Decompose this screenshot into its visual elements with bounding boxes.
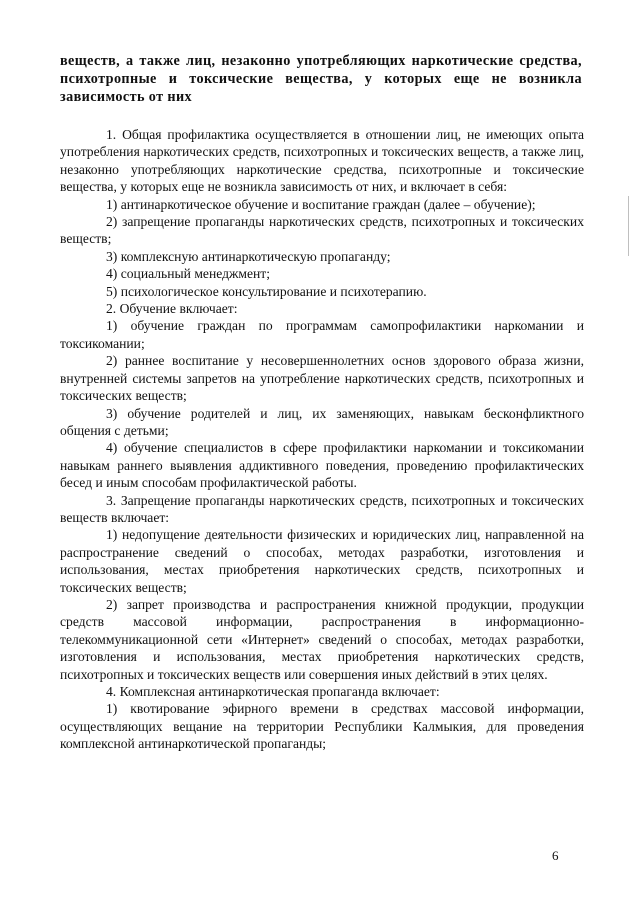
paragraph-3: 3. Запрещение пропаганды наркотических средств, психотропных и токсических веществ включает: <box>60 492 584 525</box>
section-heading: веществ, а также лиц, незаконно употребляющих наркотические средства, психотропные и токсические вещества, у которых еще не возникла зависимость от них <box>60 53 582 105</box>
page-number: 6 <box>552 848 559 863</box>
paragraph-1-item-4: 4) социальный менеджмент; <box>106 266 271 282</box>
paragraph-2-item-2: 2) раннее воспитание у несовершеннолетних основ здорового образа жизни, внутренней системы запретов на употребление наркотических средств, психотропных и токсических веществ; <box>60 353 584 404</box>
document-body <box>60 126 584 753</box>
paragraph-1-item-2: 2) запрещение пропаганды наркотических средств, психотропных и токсических веществ; <box>60 214 584 247</box>
scan-edge-mark <box>628 196 629 256</box>
paragraph-1-item-1: 1) антинаркотическое обучение и воспитание граждан (далее – обучение); <box>106 196 536 212</box>
paragraph-2: 2. Обучение включает: <box>106 301 238 317</box>
paragraph-2-item-4: 4) обучение специалистов в сфере профилактики наркомании и токсикомании навыкам раннего выявления аддиктивного поведения, проведению профилактических бесед и иным способам профилактической работы. <box>60 440 584 491</box>
paragraph-2-item-3: 3) обучение родителей и лиц, их заменяющих, навыкам бесконфликтного общения с детьми; <box>60 405 584 438</box>
paragraph-4-item-1: 1) квотирование эфирного времени в средствах массовой информации, осуществляющих вещание на территории Республики Калмыкия, для проведения комплексной антинаркотической пропаганды; <box>60 701 584 752</box>
paragraph-2-item-1: 1) обучение граждан по программам самопрофилактики наркомании и токсикомании; <box>60 318 584 351</box>
paragraph-3-item-2: 2) запрет производства и распространения книжной продукции, продукции средств массовой информации, распространения в информационно-телекоммуникационной сети «Интернет» сведений о способах, методах разработки, изготовления и использования, местах приобретения наркотических средств, психотропных и токсических веществ или совершения иных действий в этих целях. <box>60 596 584 682</box>
paragraph-1-item-3: 3) комплексную антинаркотическую пропаганду; <box>106 248 391 264</box>
paragraph-1: 1. Общая профилактика осуществляется в отношении лиц, не имеющих опыта употребления наркотических средств, психотропных и токсических веществ, а также лиц, незаконно употребляющих наркотические средства, психотропные и токсические вещества, у которых еще не возникла зависимость от них, и включает в себя: <box>60 127 584 195</box>
paragraph-3-item-1: 1) недопущение деятельности физических и юридических лиц, направленной на распространение сведений о способах, методах разработки, изготовления и использования, местах приобретения наркотических средств, психотропных и токсических веществ; <box>60 527 584 595</box>
paragraph-1-item-5: 5) психологическое консультирование и психотерапию. <box>106 283 427 299</box>
paragraph-4: 4. Комплексная антинаркотическая пропаганда включает: <box>106 684 440 699</box>
